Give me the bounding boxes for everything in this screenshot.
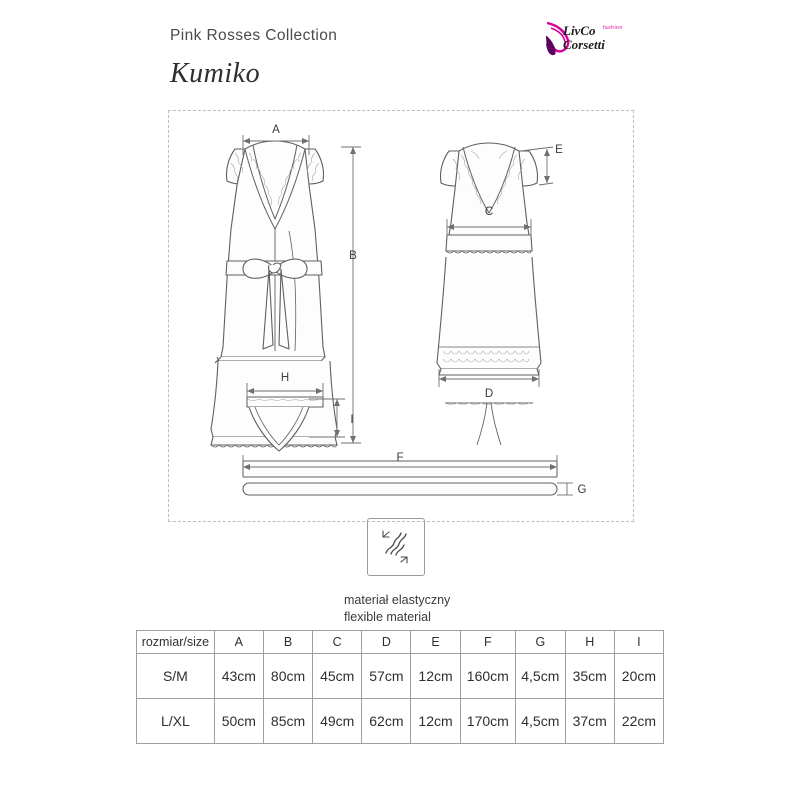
dimension-label-a: A [272, 124, 280, 136]
material-caption-en: flexible material [344, 610, 431, 624]
cell-a: 50cm [214, 699, 263, 744]
cell-i: 20cm [614, 654, 663, 699]
cell-h: 35cm [565, 654, 614, 699]
cell-b: 85cm [263, 699, 312, 744]
cell-e: 12cm [411, 699, 460, 744]
dimension-label-c: C [484, 206, 494, 218]
cell-c: 45cm [313, 654, 362, 699]
cell-b: 80cm [263, 654, 312, 699]
garment-technical-drawing [169, 111, 633, 521]
page-header [0, 0, 800, 105]
table-header-i: I [614, 631, 663, 654]
thong-back-illustration [445, 403, 533, 445]
cell-a: 43cm [214, 654, 263, 699]
dimension-label-g: G [577, 484, 587, 496]
table-row [137, 699, 664, 744]
back-dress-illustration [437, 143, 541, 375]
table-header-row [137, 631, 664, 654]
cell-d: 57cm [362, 654, 411, 699]
brand-subtext: fashion [603, 25, 623, 31]
table-header-size: rozmiar/size [137, 631, 215, 654]
table-row [137, 654, 664, 699]
dimension-label-d: D [484, 388, 494, 400]
technical-drawing-area [168, 110, 634, 522]
cell-i: 22cm [614, 699, 663, 744]
collection-title: Pink Rosses Collection [170, 27, 338, 44]
cell-f: 160cm [460, 654, 515, 699]
cell-e: 12cm [411, 654, 460, 699]
dimension-label-i: I [350, 414, 354, 426]
dimension-label-b: B [349, 250, 357, 262]
brand-name-part1: LivCo [563, 23, 596, 38]
cell-g: 4,5cm [516, 654, 566, 699]
brand-name-part2: Corsetti [563, 37, 605, 52]
table-header-d: D [362, 631, 411, 654]
cell-c: 49cm [313, 699, 362, 744]
elastic-material-icon [367, 518, 425, 576]
material-caption [344, 592, 450, 626]
table-header-f: F [460, 631, 515, 654]
dimension-g [557, 483, 573, 495]
brand-logo [545, 22, 635, 62]
table-header-a: A [214, 631, 263, 654]
table-header-g: G [516, 631, 566, 654]
model-name: Kumiko [170, 58, 261, 89]
table-header-c: C [313, 631, 362, 654]
row-size-label: L/XL [137, 699, 215, 744]
belt-illustration [243, 461, 557, 495]
dimension-label-e: E [555, 144, 563, 156]
cell-d: 62cm [362, 699, 411, 744]
brand-name [563, 24, 605, 52]
cell-h: 37cm [565, 699, 614, 744]
dimension-label-f: F [396, 452, 404, 464]
material-caption-pl: materiał elastyczny [344, 593, 451, 607]
cell-f: 170cm [460, 699, 515, 744]
size-table [136, 630, 664, 744]
dimension-label-h: H [280, 372, 290, 384]
cell-g: 4,5cm [516, 699, 566, 744]
table-header-h: H [565, 631, 614, 654]
table-header-b: B [263, 631, 312, 654]
table-header-e: E [411, 631, 460, 654]
row-size-label: S/M [137, 654, 215, 699]
